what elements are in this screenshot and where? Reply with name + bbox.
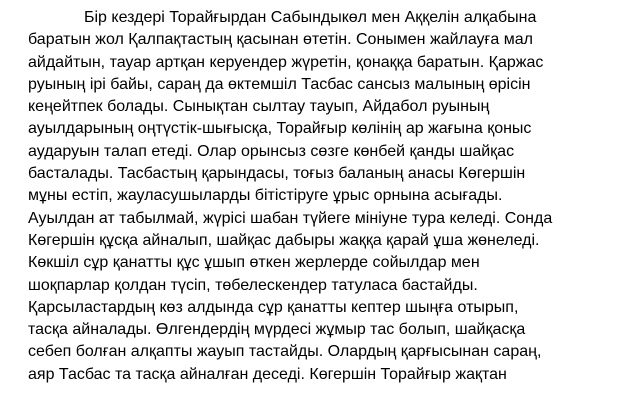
text-line: Көкшіл сұр қанатты құс ұшып өткен жерлерде сойылдар мен <box>28 254 480 272</box>
text-line: Ауылдан ат табылмай, жүрісі шабан түйеге мініуне тура келеді. Сонда <box>28 209 553 227</box>
text-line: Көгершін құсқа айналып, шайқас дабыры жаққа қарай ұша жөнеледі. <box>28 231 540 249</box>
text-line: себеп болған алқапты жауып тастайды. Олардың қарғысынан сараң, <box>28 343 542 361</box>
text-line: Қарсыластардың көз алдында сұр қанатты кептер шыңға отырып, <box>28 298 519 316</box>
text-line: аяр Тасбас та тасқа айналған деседі. Көгершін Торайғыр жақтан <box>28 365 507 383</box>
legend-text-paragraph <box>28 7 614 386</box>
text-line: баратын жол Қалпақтастың қасынан өтетін. Сонымен жайлауға мал <box>28 31 533 49</box>
text-line: Бір кездері Торайғырдан Сабындыкөл мен Аққелін алқабына <box>84 9 537 26</box>
text-line: ауылдарының оңтүстік-шығысқа, Торайғыр көлінің ар жағына қоныс <box>28 120 532 138</box>
text-line: кеңейтпек болады. Сынықтан сылтау тауып, Айдабол руының <box>28 98 490 116</box>
text-line: басталады. Тасбастың қарындасы, тоғыз баланың анасы Көгершін <box>28 165 526 183</box>
text-line: аударуын талап етеді. Олар орынсыз сөзге көнбей қанды шайқас <box>28 142 515 160</box>
text-line: мұны естіп, жауласушыларды бітістіруге ұрыс орнына асығады. <box>28 187 503 205</box>
text-line: айдайтын, тауар артқан керуендер жүретін, қонаққа баратын. Қаржас <box>28 53 544 71</box>
text-line: руының ірі байы, сараң да өктемшіл Тасбас сансыз малының өрісін <box>28 75 531 93</box>
text-line: тасқа айналады. Өлгендердің мүрдесі жұмыр тас болып, шайқасқа <box>28 321 526 339</box>
text-line: шоқпарлар қолдан түсіп, төбелескендер татуласа бастайды. <box>28 276 478 294</box>
